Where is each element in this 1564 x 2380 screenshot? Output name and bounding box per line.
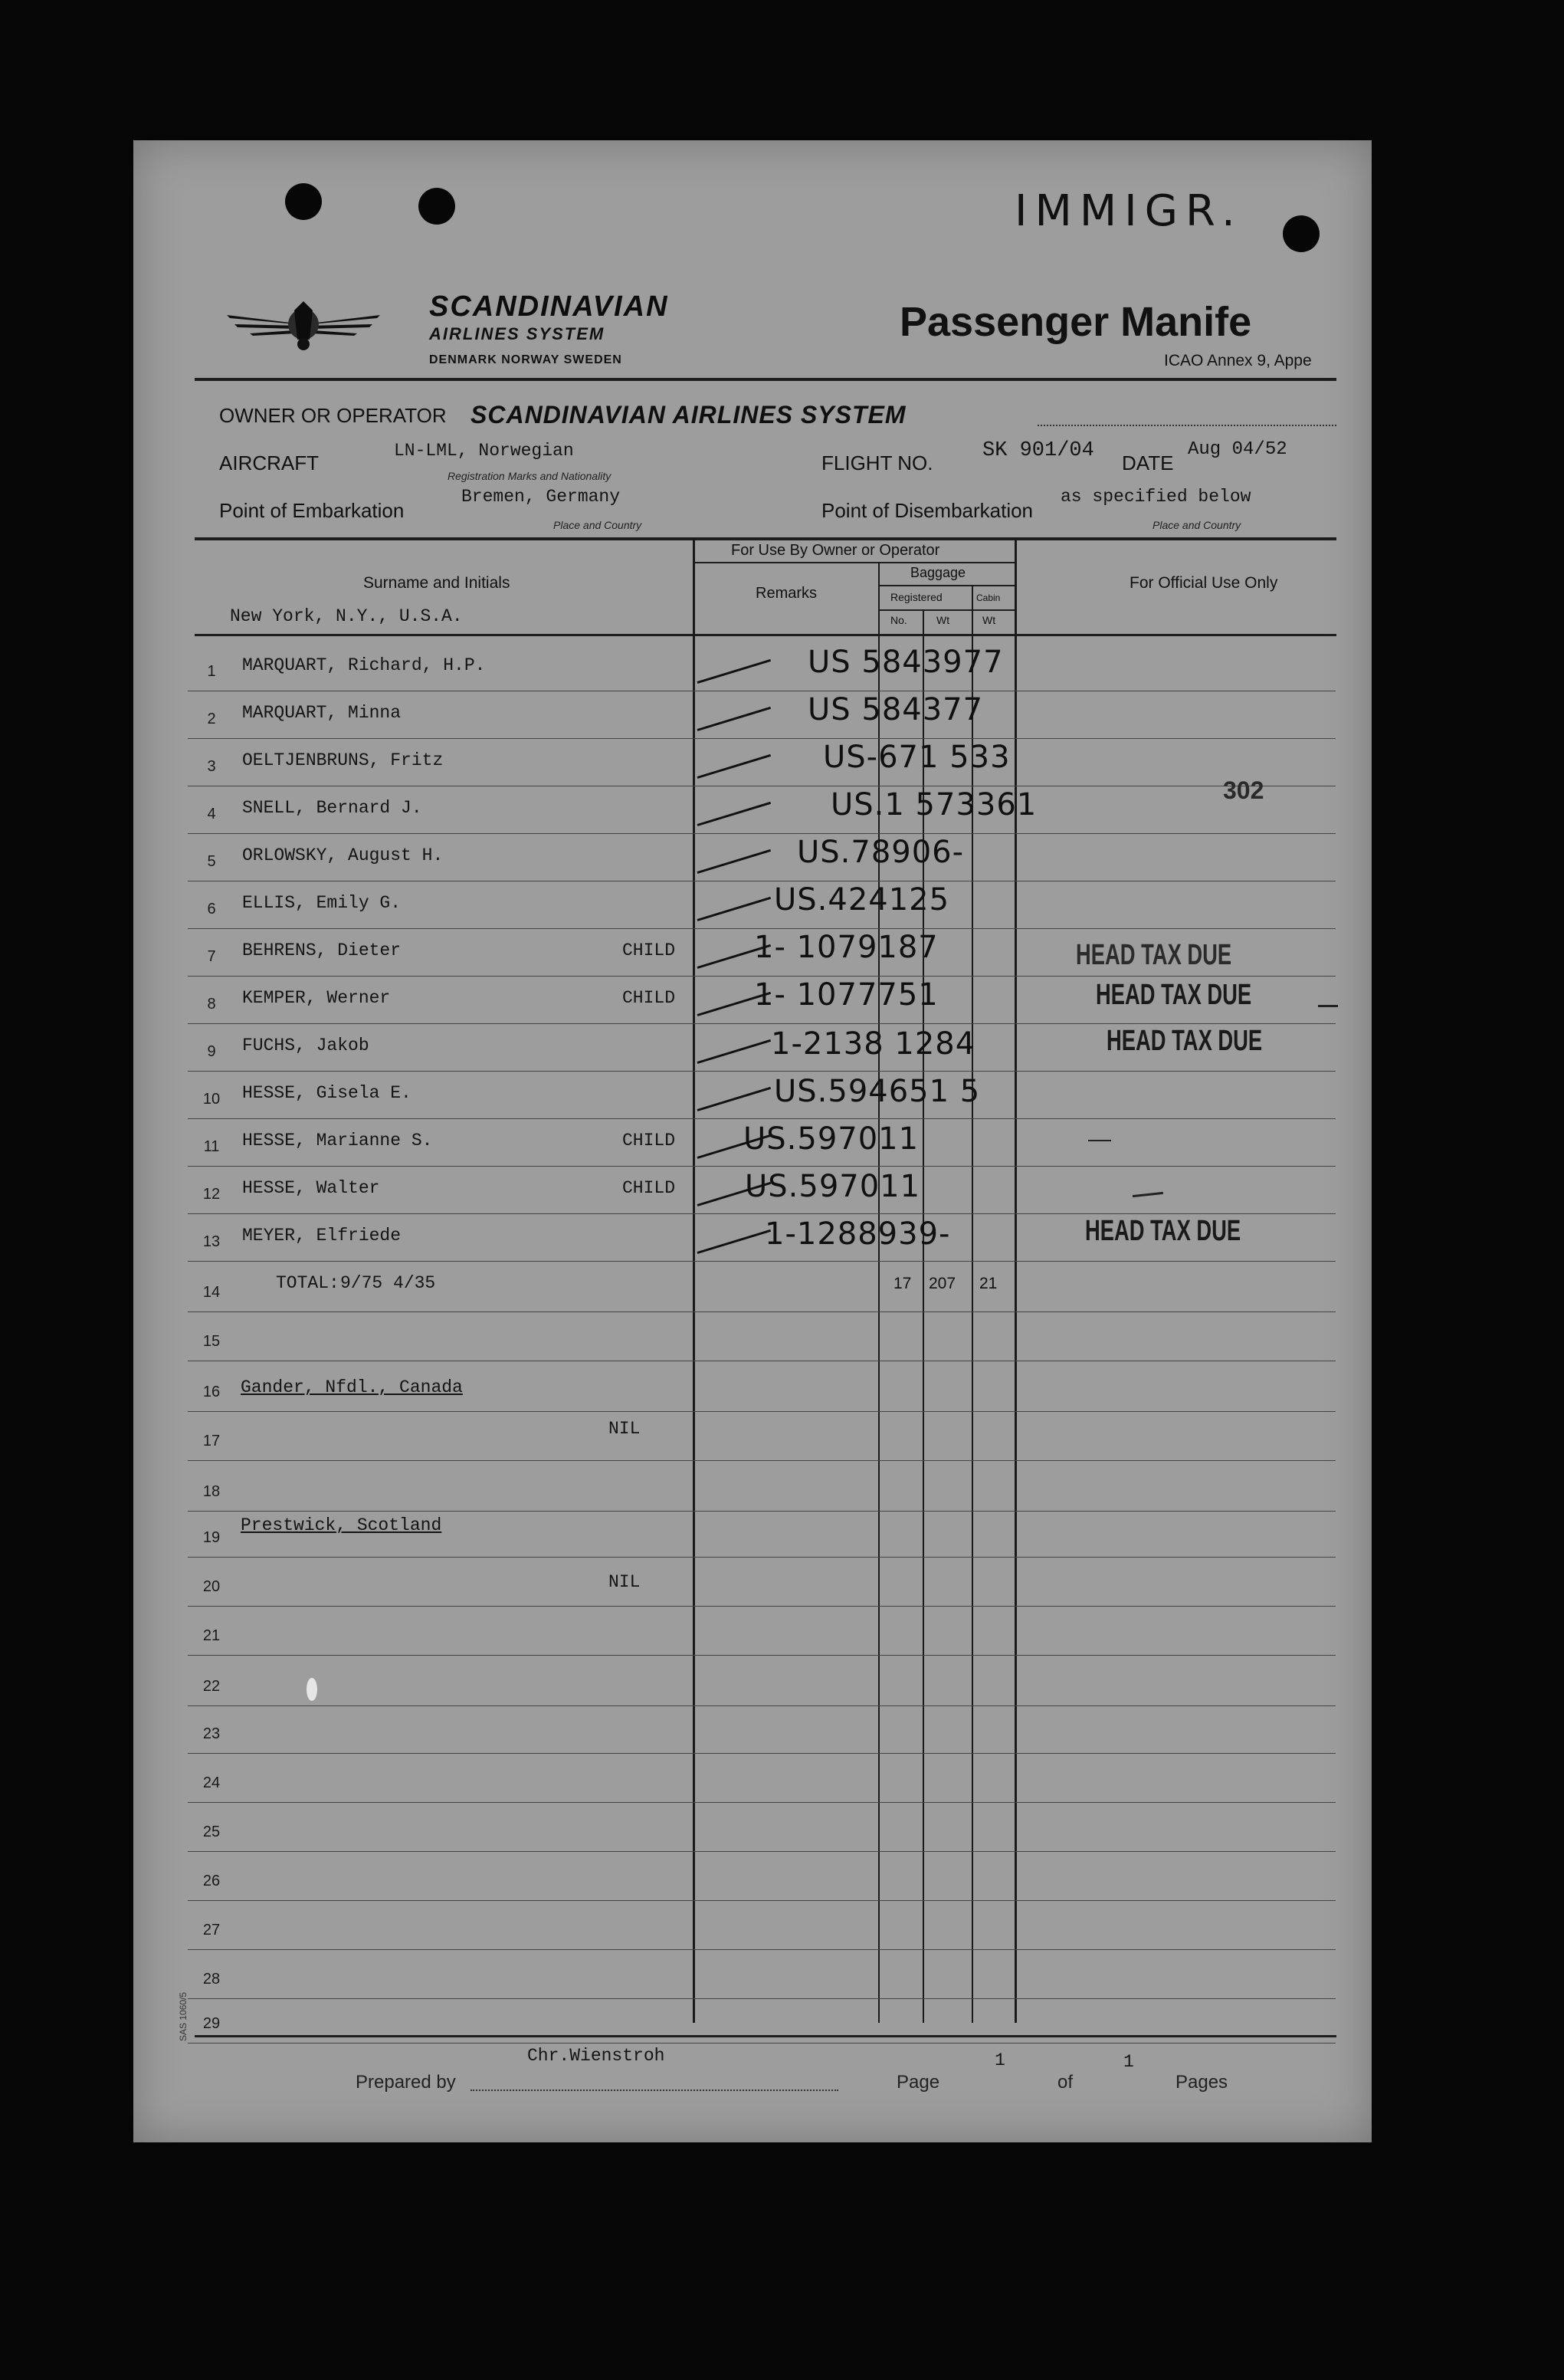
baggage-tag: US.597011 <box>743 1121 920 1157</box>
pages-label: Pages <box>1175 2072 1228 2093</box>
surname-header: Surname and Initials <box>363 574 510 592</box>
row-rule <box>188 1851 1336 1852</box>
passenger-name: KEMPER, Werner <box>242 988 391 1008</box>
punch-hole <box>285 183 322 220</box>
date-label: DATE <box>1122 451 1174 474</box>
reg-marks-label: Registration Marks and Nationality <box>448 470 612 482</box>
row-rule <box>188 1557 1336 1558</box>
baggage-rule <box>880 585 1015 586</box>
row-number: 27 <box>202 1922 221 1938</box>
passenger-name: BEHRENS, Dieter <box>242 941 402 960</box>
remark-check-mark <box>697 802 772 826</box>
baggage-tag: US.78906- <box>797 835 965 870</box>
passenger-name: HESSE, Walter <box>242 1178 380 1198</box>
col-divider-baggage-no <box>878 562 880 2023</box>
row-number: 5 <box>207 853 216 870</box>
airline-logo-icon <box>219 294 388 355</box>
header-rule <box>195 378 1336 381</box>
cabin-header: Cabin <box>976 593 1001 603</box>
row-number: 17 <box>202 1433 221 1449</box>
remarks-header: Remarks <box>756 585 818 602</box>
row-number: 26 <box>202 1873 221 1889</box>
baggage-tag: 1- 1077751 <box>754 977 939 1013</box>
row-number: 21 <box>202 1627 221 1644</box>
total-counts: 9/75 4/35 <box>340 1273 436 1293</box>
passenger-name: MARQUART, Minna <box>242 703 402 723</box>
remark-check-mark <box>697 1229 772 1254</box>
total-cabin-weight: 21 <box>979 1275 998 1292</box>
footer-rule <box>195 2035 1336 2037</box>
row-rule <box>188 1166 1336 1167</box>
row-number: 20 <box>202 1578 221 1595</box>
registered-rule <box>880 609 1015 611</box>
row-rule <box>188 1606 1336 1607</box>
row-number: 19 <box>202 1529 221 1546</box>
remark-check-mark <box>697 659 772 684</box>
page-number: 1 <box>995 2050 1005 2070</box>
remark-check-mark <box>697 754 772 779</box>
manifest-sheet <box>133 140 1372 2142</box>
row-number: 25 <box>202 1824 221 1840</box>
remark-check-mark <box>697 707 772 731</box>
baggage-tag: US-671 533 <box>823 740 1011 775</box>
preparer-value: Chr.Wienstroh <box>527 2046 665 2066</box>
official-use-header: For Official Use Only <box>1130 574 1278 592</box>
row-number: 10 <box>202 1091 221 1108</box>
flight-label: FLIGHT NO. <box>821 451 933 474</box>
row-rule <box>188 1460 1336 1461</box>
header-bottom-rule <box>195 634 1336 636</box>
stamp-dash <box>1318 1005 1338 1007</box>
disembark-label: Point of Disembarkation <box>821 499 1034 522</box>
total-bag-count: 17 <box>893 1275 912 1292</box>
passenger-name: MARQUART, Richard, H.P. <box>242 655 486 675</box>
passenger-name: ORLOWSKY, August H. <box>242 845 444 865</box>
head-tax-stamp: HEAD TAX DUE <box>1085 1215 1241 1247</box>
row-rule <box>188 928 1336 929</box>
cabin-wt-header: Wt <box>982 614 996 626</box>
row-number: 13 <box>202 1233 221 1250</box>
baggage-tag: US.424125 <box>774 882 950 918</box>
row-rule <box>188 1655 1336 1656</box>
passenger-name: ELLIS, Emily G. <box>242 893 402 913</box>
no-header: No. <box>890 614 907 626</box>
row-rule <box>188 1998 1336 1999</box>
row-number: 7 <box>207 948 216 965</box>
embark-value: Bremen, Germany <box>461 487 621 507</box>
row-number: 15 <box>202 1333 221 1350</box>
row-rule <box>188 1949 1336 1950</box>
row-rule <box>188 1753 1336 1754</box>
owner-use-rule <box>693 562 1015 563</box>
aircraft-value: LN-LML, Norwegian <box>394 441 574 461</box>
passenger-type: CHILD <box>622 1131 676 1151</box>
row-rule <box>188 1511 1336 1512</box>
owner-label: OWNER OR OPERATOR <box>219 404 447 427</box>
col-divider-remarks <box>693 539 695 2023</box>
place-country-label-2: Place and Country <box>1153 519 1241 531</box>
row-rule <box>188 976 1336 977</box>
row-number: 8 <box>207 996 216 1013</box>
stop-value: NIL <box>608 1419 641 1439</box>
stamp-dash <box>1088 1140 1111 1141</box>
disembark-value: as specified below <box>1061 487 1251 507</box>
row-rule <box>188 2043 1336 2044</box>
baggage-tag: US.594651 5 <box>774 1074 981 1109</box>
baggage-tag: US.1 573361 <box>831 787 1038 822</box>
owner-use-header: For Use By Owner or Operator <box>731 542 940 559</box>
wt-header: Wt <box>936 614 950 626</box>
embark-label: Point of Embarkation <box>219 499 405 522</box>
prepared-line <box>471 2089 838 2091</box>
passenger-name: HESSE, Gisela E. <box>242 1083 411 1103</box>
row-number: 18 <box>202 1483 221 1500</box>
stamp-number: 302 <box>1223 776 1264 804</box>
baggage-header: Baggage <box>910 565 966 580</box>
corner-note: IMMIGR. <box>1015 186 1243 236</box>
row-number: 22 <box>202 1678 221 1695</box>
punch-hole <box>1283 215 1320 252</box>
passenger-type: CHILD <box>622 941 676 960</box>
row-number: 11 <box>203 1138 220 1155</box>
row-rule <box>188 1071 1336 1072</box>
row-rule <box>188 1705 1336 1706</box>
row-rule <box>188 1900 1336 1901</box>
row-number: 12 <box>202 1186 221 1203</box>
row-rule <box>188 1802 1336 1803</box>
owner-line <box>1038 424 1336 426</box>
airline-line2: AIRLINES SYSTEM <box>429 324 605 343</box>
form-code: SAS 1060/5 <box>178 1991 189 2041</box>
row-number: 1 <box>207 663 216 680</box>
stop-value: NIL <box>608 1572 641 1592</box>
row-number: 4 <box>207 806 216 822</box>
row-rule <box>188 833 1336 834</box>
stop-name: Prestwick, Scotland <box>241 1515 442 1535</box>
row-rule <box>188 1411 1336 1412</box>
row-rule <box>188 1311 1336 1312</box>
destination-value: New York, N.Y., U.S.A. <box>230 606 463 626</box>
airline-countries: DENMARK NORWAY SWEDEN <box>429 353 622 366</box>
form-subtitle: ICAO Annex 9, Appe <box>1164 352 1312 369</box>
row-number: 9 <box>207 1043 216 1060</box>
row-rule <box>188 1023 1336 1024</box>
form-title: Passenger Manife <box>900 299 1252 345</box>
of-label: of <box>1057 2072 1074 2093</box>
row-rule <box>188 738 1336 739</box>
punch-hole <box>418 188 455 225</box>
remark-check-mark <box>697 1087 772 1111</box>
passenger-type: CHILD <box>622 988 676 1008</box>
prepared-by-label: Prepared by <box>356 2072 456 2093</box>
passenger-name: SNELL, Bernard J. <box>242 798 422 818</box>
passenger-name: FUCHS, Jakob <box>242 1036 369 1055</box>
airline-name: SCANDINAVIAN <box>429 291 669 323</box>
paper-spot <box>307 1678 317 1701</box>
flight-value: SK 901/04 <box>982 439 1094 462</box>
row-number: 24 <box>202 1774 221 1791</box>
row-number: 16 <box>202 1384 221 1400</box>
row-number: 6 <box>207 901 216 918</box>
baggage-tag: US 5843977 <box>808 645 1004 680</box>
aircraft-label: AIRCRAFT <box>219 451 319 474</box>
passenger-name: OELTJENBRUNS, Fritz <box>242 750 444 770</box>
page-total: 1 <box>1123 2052 1134 2072</box>
total-label: TOTAL: <box>276 1273 339 1293</box>
remark-check-mark <box>697 849 772 874</box>
head-tax-stamp: HEAD TAX DUE <box>1096 979 1252 1011</box>
place-country-label: Place and Country <box>553 519 642 531</box>
baggage-tag: 1-1288939- <box>765 1216 951 1252</box>
stamp-dash <box>1133 1192 1163 1197</box>
table-top-rule <box>195 537 1336 540</box>
row-number: 3 <box>207 758 216 775</box>
head-tax-stamp: HEAD TAX DUE <box>1107 1025 1263 1057</box>
row-number: 14 <box>202 1284 221 1301</box>
row-rule <box>188 1261 1336 1262</box>
registered-header: Registered <box>890 591 943 603</box>
row-number: 2 <box>207 711 216 727</box>
passenger-name: MEYER, Elfriede <box>242 1226 402 1246</box>
remark-check-mark <box>697 1039 772 1064</box>
passenger-name: HESSE, Marianne S. <box>242 1131 433 1151</box>
page-label: Page <box>897 2072 940 2093</box>
owner-value: SCANDINAVIAN AIRLINES SYSTEM <box>471 401 907 428</box>
baggage-tag: US 584377 <box>808 692 984 727</box>
row-number: 23 <box>202 1725 221 1742</box>
remark-check-mark <box>697 897 772 921</box>
row-number: 28 <box>202 1971 221 1988</box>
baggage-tag: US.597011 <box>745 1169 921 1204</box>
baggage-tag: 1- 1079187 <box>754 930 939 965</box>
row-rule <box>188 1118 1336 1119</box>
total-bag-weight: 207 <box>929 1275 956 1292</box>
baggage-tag: 1-2138 1284 <box>771 1026 976 1062</box>
passenger-type: CHILD <box>622 1178 676 1198</box>
stop-name: Gander, Nfdl., Canada <box>241 1377 463 1397</box>
head-tax-stamp: HEAD TAX DUE <box>1076 939 1232 971</box>
row-rule <box>188 1213 1336 1214</box>
date-value: Aug 04/52 <box>1188 439 1287 460</box>
row-number: 29 <box>202 2015 221 2032</box>
col-divider-official <box>1015 539 1017 2023</box>
